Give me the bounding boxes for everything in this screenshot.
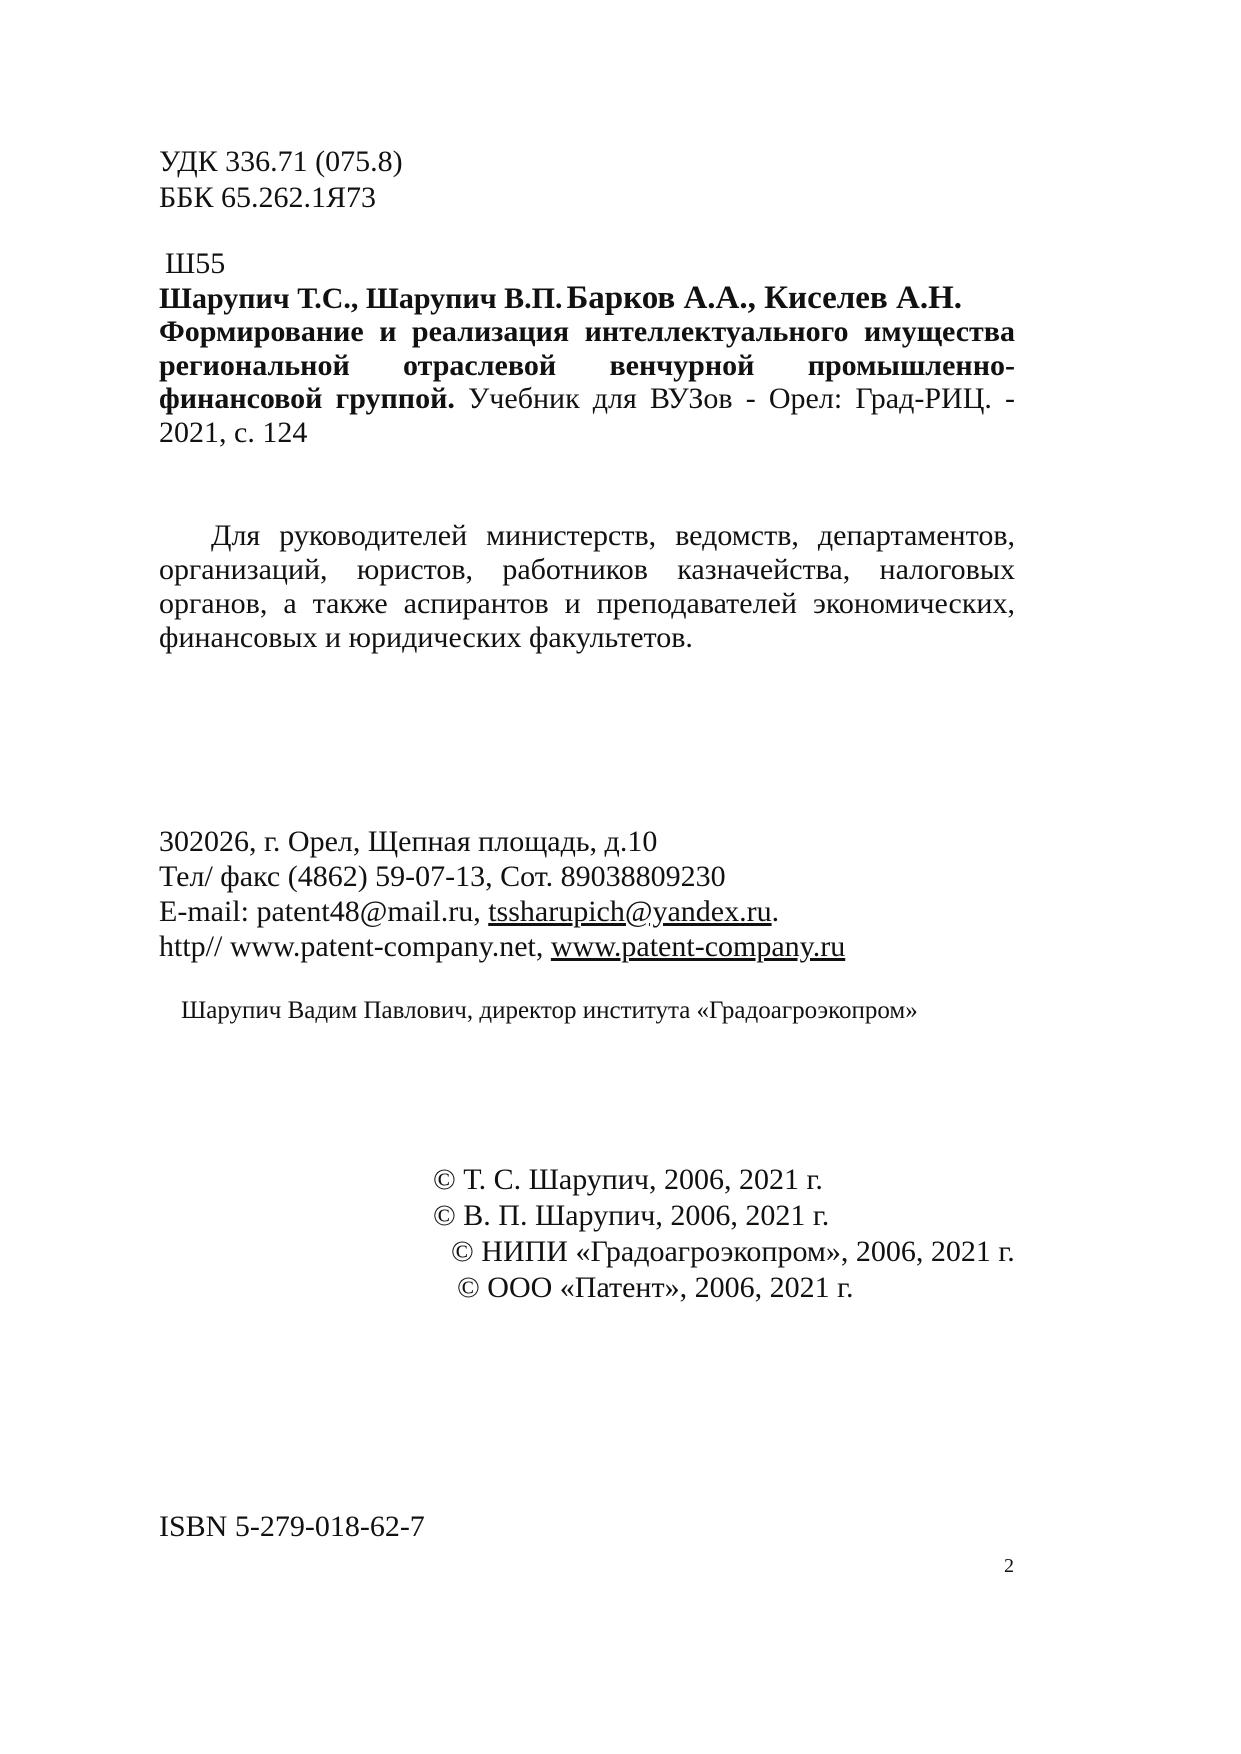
email-suffix: . <box>771 895 780 928</box>
title-line-3-rest: Учебник для ВУЗов - Орел: Град-РИЦ. - <box>468 382 1016 415</box>
copyright-4: © ООО «Патент», 2006, 2021 г. <box>457 1271 854 1304</box>
director-line: Шарупич Вадим Павлович, директор института «Градоагроэкопром» <box>181 997 918 1024</box>
copyright-1: © Т. С. Шарупич, 2006, 2021 г. <box>433 1163 823 1196</box>
copyright-3: © НИПИ «Градоагроэкопром», 2006, 2021 г. <box>451 1235 1015 1268</box>
title-line-3 <box>159 383 1015 415</box>
authors-part2: Барков А.А., Киселев А.Н. <box>566 280 963 316</box>
address: 302026, г. Орел, Щепная площадь, д.10 <box>159 825 658 858</box>
udk-code: УДК 336.71 (075.8) <box>159 145 403 178</box>
audience-paragraph <box>159 519 1015 655</box>
isbn: ISBN 5-279-018-62-7 <box>159 1510 425 1543</box>
author-mark: Ш55 <box>165 247 226 280</box>
audience-line-2: организаций, юристов, работников казначейства, налоговых <box>159 553 1015 586</box>
phone: Тел/ факс (4862) 59-07-13, Сот. 89038809230 <box>159 860 726 893</box>
email-prefix: E-mail: patent48@mail.ru, <box>159 895 489 928</box>
bbk-code: ББК 65.262.1Я73 <box>159 181 376 214</box>
title-word-3: венчурной <box>609 349 755 382</box>
authors-part1: Шарупич Т.С., Шарупич В.П. <box>159 282 563 315</box>
title-line-3-bold: финансовой группой. <box>159 382 455 415</box>
web-prefix: http// www.patent-company.net, <box>159 930 551 963</box>
title-word-2: отраслевой <box>403 349 557 382</box>
email-link[interactable]: tssharupich@yandex.ru <box>488 895 772 928</box>
audience-line-1: Для руководителей министерств, ведомств, департаментов, <box>211 519 1015 552</box>
email-line <box>159 894 845 929</box>
title-line-1 <box>159 316 1015 348</box>
web-line <box>159 929 845 964</box>
title-line-3-wrap <box>159 383 1015 415</box>
web-link[interactable]: www.patent-company.ru <box>550 930 846 963</box>
audience-line-3: органов, а также аспирантов и преподавателей экономических, <box>159 587 1015 620</box>
audience-line-4: финансовых и юридических факультетов. <box>159 621 693 654</box>
contacts-block <box>159 824 845 964</box>
title-line-2 <box>159 350 1015 382</box>
page-number: 2 <box>1004 1555 1014 1577</box>
title-word-1: региональной <box>159 349 350 382</box>
title-line-4: 2021, с. 124 <box>159 416 308 449</box>
copyright-2: © В. П. Шарупич, 2006, 2021 г. <box>433 1199 830 1232</box>
title-word-4: промышленно- <box>807 349 1015 382</box>
title-line-1-text: Формирование и реализация интеллектуального имущества <box>159 315 1015 348</box>
